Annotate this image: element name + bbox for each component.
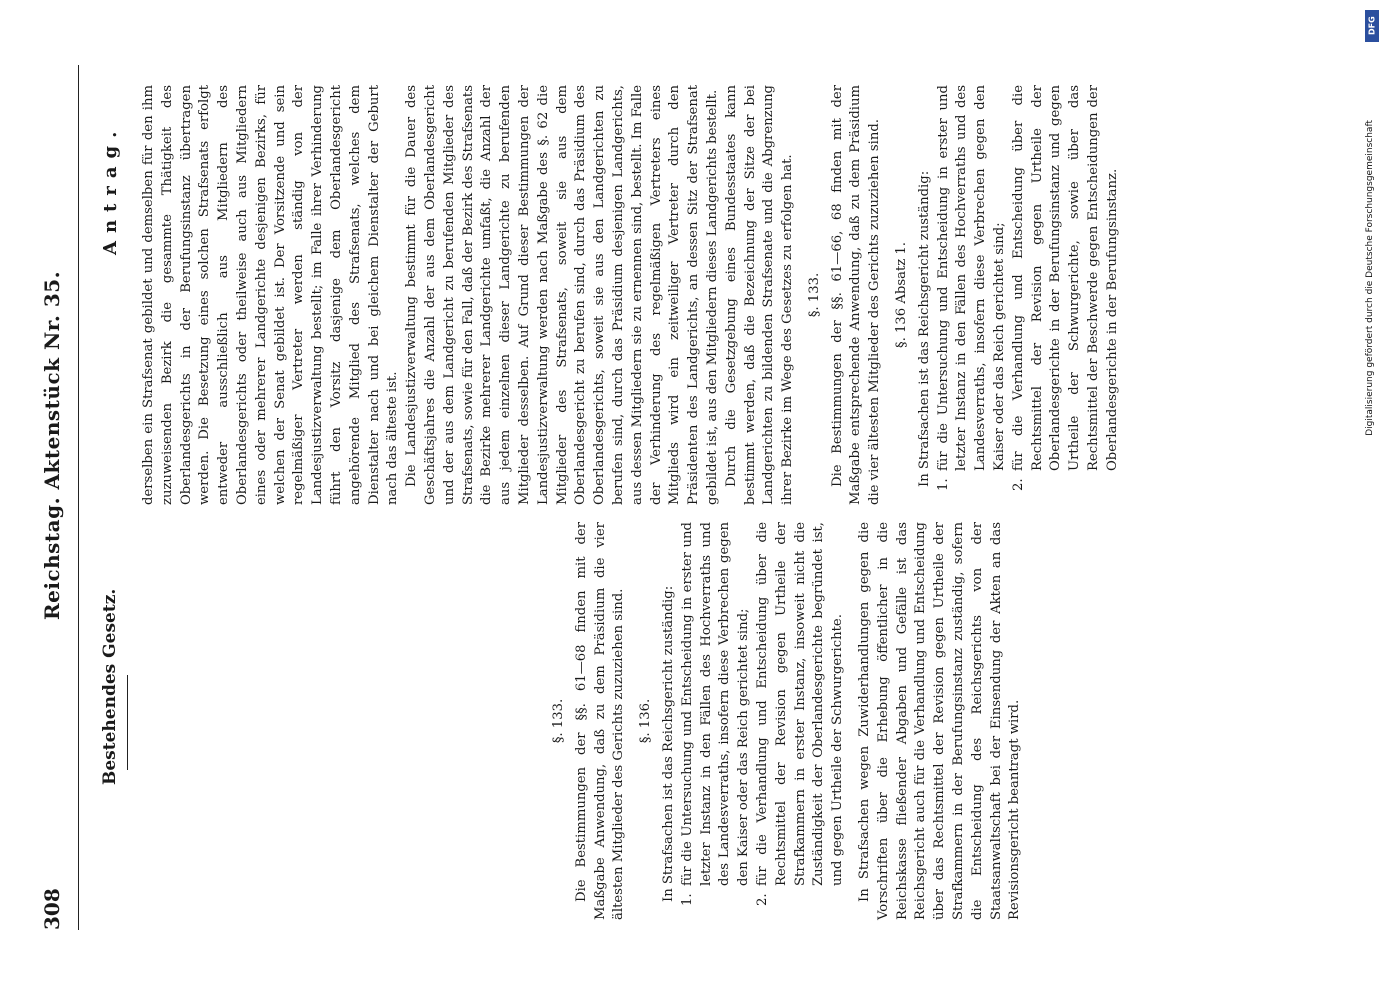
section-136-intro: In Strafsachen ist das Reichsgericht zuständig: [916,170,932,487]
left-heading-underline [127,675,128,770]
right-column-heading: Antrag. [100,123,121,255]
list-item: 1. für die Untersuchung und Entscheidung in erster und letzter Instanz in den Fällen des Hochverraths und des Landesverraths, insofern diese Verbrechen gegen den Kaiser oder das Reich gerichtet sind; [679,522,752,906]
section-136-list [935,85,1123,505]
paragraph-2: Die Landesjustizverwaltung bestimmt für die Dauer des Geschäftsjahres die Anzahl der aus dem Oberlandesgericht und der aus dem Landgericht zu berufenden Mitglieder des Strafsenats, sowie für den Fall, daß der Bezirk des Strafsenats die Bezirke mehrerer Landgerichte umfaßt, die Anzahl der aus jedem einzelnen dieser Landgerichte zu berufenden Mitglieder desselben. Auf Grund dieser Bestimmungen der Landesjustizverwaltung werden nach Maßgabe des §. 62 die Mitglieder des Strafsenats, soweit sie aus dem Oberlandesgericht zu berufen sind, durch das Präsidium des Oberlandesgerichts, soweit sie aus den Landgerichten zu berufen sind, durch das Präsidium desjenigen Landgerichts, aus dessen Mitgliedern sie zu ernennen sind, bestellt. Im Falle der Verhinderung des regelmäßigen Vertreters eines Mitglieds wird ein zeitweiliger Vertreter durch den Präsidenten des Landgerichts, an dessen Sitz der Strafsenat gebildet ist, aus den Mitgliedern dieses Landgerichts bestellt. [404,85,720,505]
closing-paragraph: In Strafsachen wegen Zuwiderhandlungen gegen die Vorschriften über die Erhebung öffentlicher in die Reichskasse fließender Abgaben und Gefälle ist das Reichsgericht auch für die Verhandlung und Entscheidung über das Rechtsmittel der Revision gegen Urtheile der Strafkammern in der Berufungsinstanz zuständig, sofern die Entscheidung des Reichsgerichts von der Staatsanwaltschaft bei der Einsendung der Akten an das Revisionsgericht beantragt wird. [856,522,1023,920]
section-136-intro: In Strafsachen ist das Reichsgericht zuständig: [660,585,676,902]
section-136-title: §. 136. [638,698,654,744]
left-column-heading: Bestehendes Gesetz. [100,588,120,785]
paragraph-3: Durch die Gesetzgebung eines Bundesstaates kann bestimmt werden, daß die Bezeichnung der Sitze der bei Landgerichten zu bildenden Strafsenate und die Abgrenzung ihrer Bezirke im Wege des Gesetzes zu erfolgen hat. [723,85,796,505]
page-number: 308 [40,888,64,930]
right-column-proposal [140,85,1123,505]
list-item: 2. für die Verhandlung und Entscheidung über die Rechtsmittel der Revision gegen Urtheile der Strafkammern in erster Instanz, insoweit nicht die Zuständigkeit der Oberlandesgerichte begründet ist, und gegen Urtheile der Schwurgerichte. [754,522,846,906]
section-133-text: Die Bestimmungen der §§. 61—68 finden mit der Maßgabe Anwendung, daß zu dem Präsidium die vier ältesten Mitglieder des Gerichts zuzuziehen sind. [573,522,627,920]
digitization-note: Digitalisierung gefördert durch die Deutsche Forschungsgemeinschaft [1365,120,1375,436]
section-136-list [679,522,848,920]
section-136-title: §. 136 Absatz 1. [894,242,910,348]
list-item: 1. für die Untersuchung und Entscheidung in erster und letzter Instanz in den Fällen des Hochverraths und des Landesverraths, insofern diese Verbrechen gegen den Kaiser oder das Reich gerichtet sind; [935,85,1008,491]
paragraph-1: derselben ein Strafsenat gebildet und demselben für den ihm zuzuweisenden Bezirk die gesammte Thätigkeit des Oberlandesgerichts in der Berufungsinstanz übertragen werden. Die Besetzung eines solchen Strafsenats erfolgt entweder ausschließlich aus Mitgliedern des Oberlandesgerichts oder theilweise auch aus Mitgliedern eines oder mehrerer Landgerichte desjenigen Bezirks, für welchen der Senat gebildet ist. Der Vorsitzende und sein regelmäßiger Vertreter werden ständig von der Landesjustizverwaltung bestellt; im Falle ihrer Verhinderung führt den Vorsitz dasjenige dem Oberlandesgericht angehörende Mitglied des Strafsenats, welches dem Dienstalter nach und bei gleichem Dienstalter der Geburt nach das älteste ist. [141,85,401,505]
page-header [40,70,70,930]
left-column-existing-law [130,522,1025,920]
dfg-logo: DFG [1365,10,1379,42]
section-133-title: §. 133. [551,698,566,744]
list-item: 2. für die Verhandlung und Entscheidung über die Rechtsmittel der Revision gegen Urtheile der Oberlandesgerichte in der Berufungsinstanz und gegen Urtheile der Schwurgerichte, sowie über das Rechtsmittel der Beschwerde gegen Entscheidungen der Oberlandesgerichte in der Berufungsinstanz. [1010,85,1120,491]
running-title: Reichstag. Aktenstück Nr. 35. [40,270,64,620]
section-133-text: Die Bestimmungen der §§. 61—66, 68 finden mit der Maßgabe entsprechende Anwendung, daß zu dem Präsidium die vier ältesten Mitglieder des Gerichts zuzuziehen sind. [829,85,883,505]
section-133-title: §. 133. [806,272,822,318]
header-rule [78,65,79,930]
